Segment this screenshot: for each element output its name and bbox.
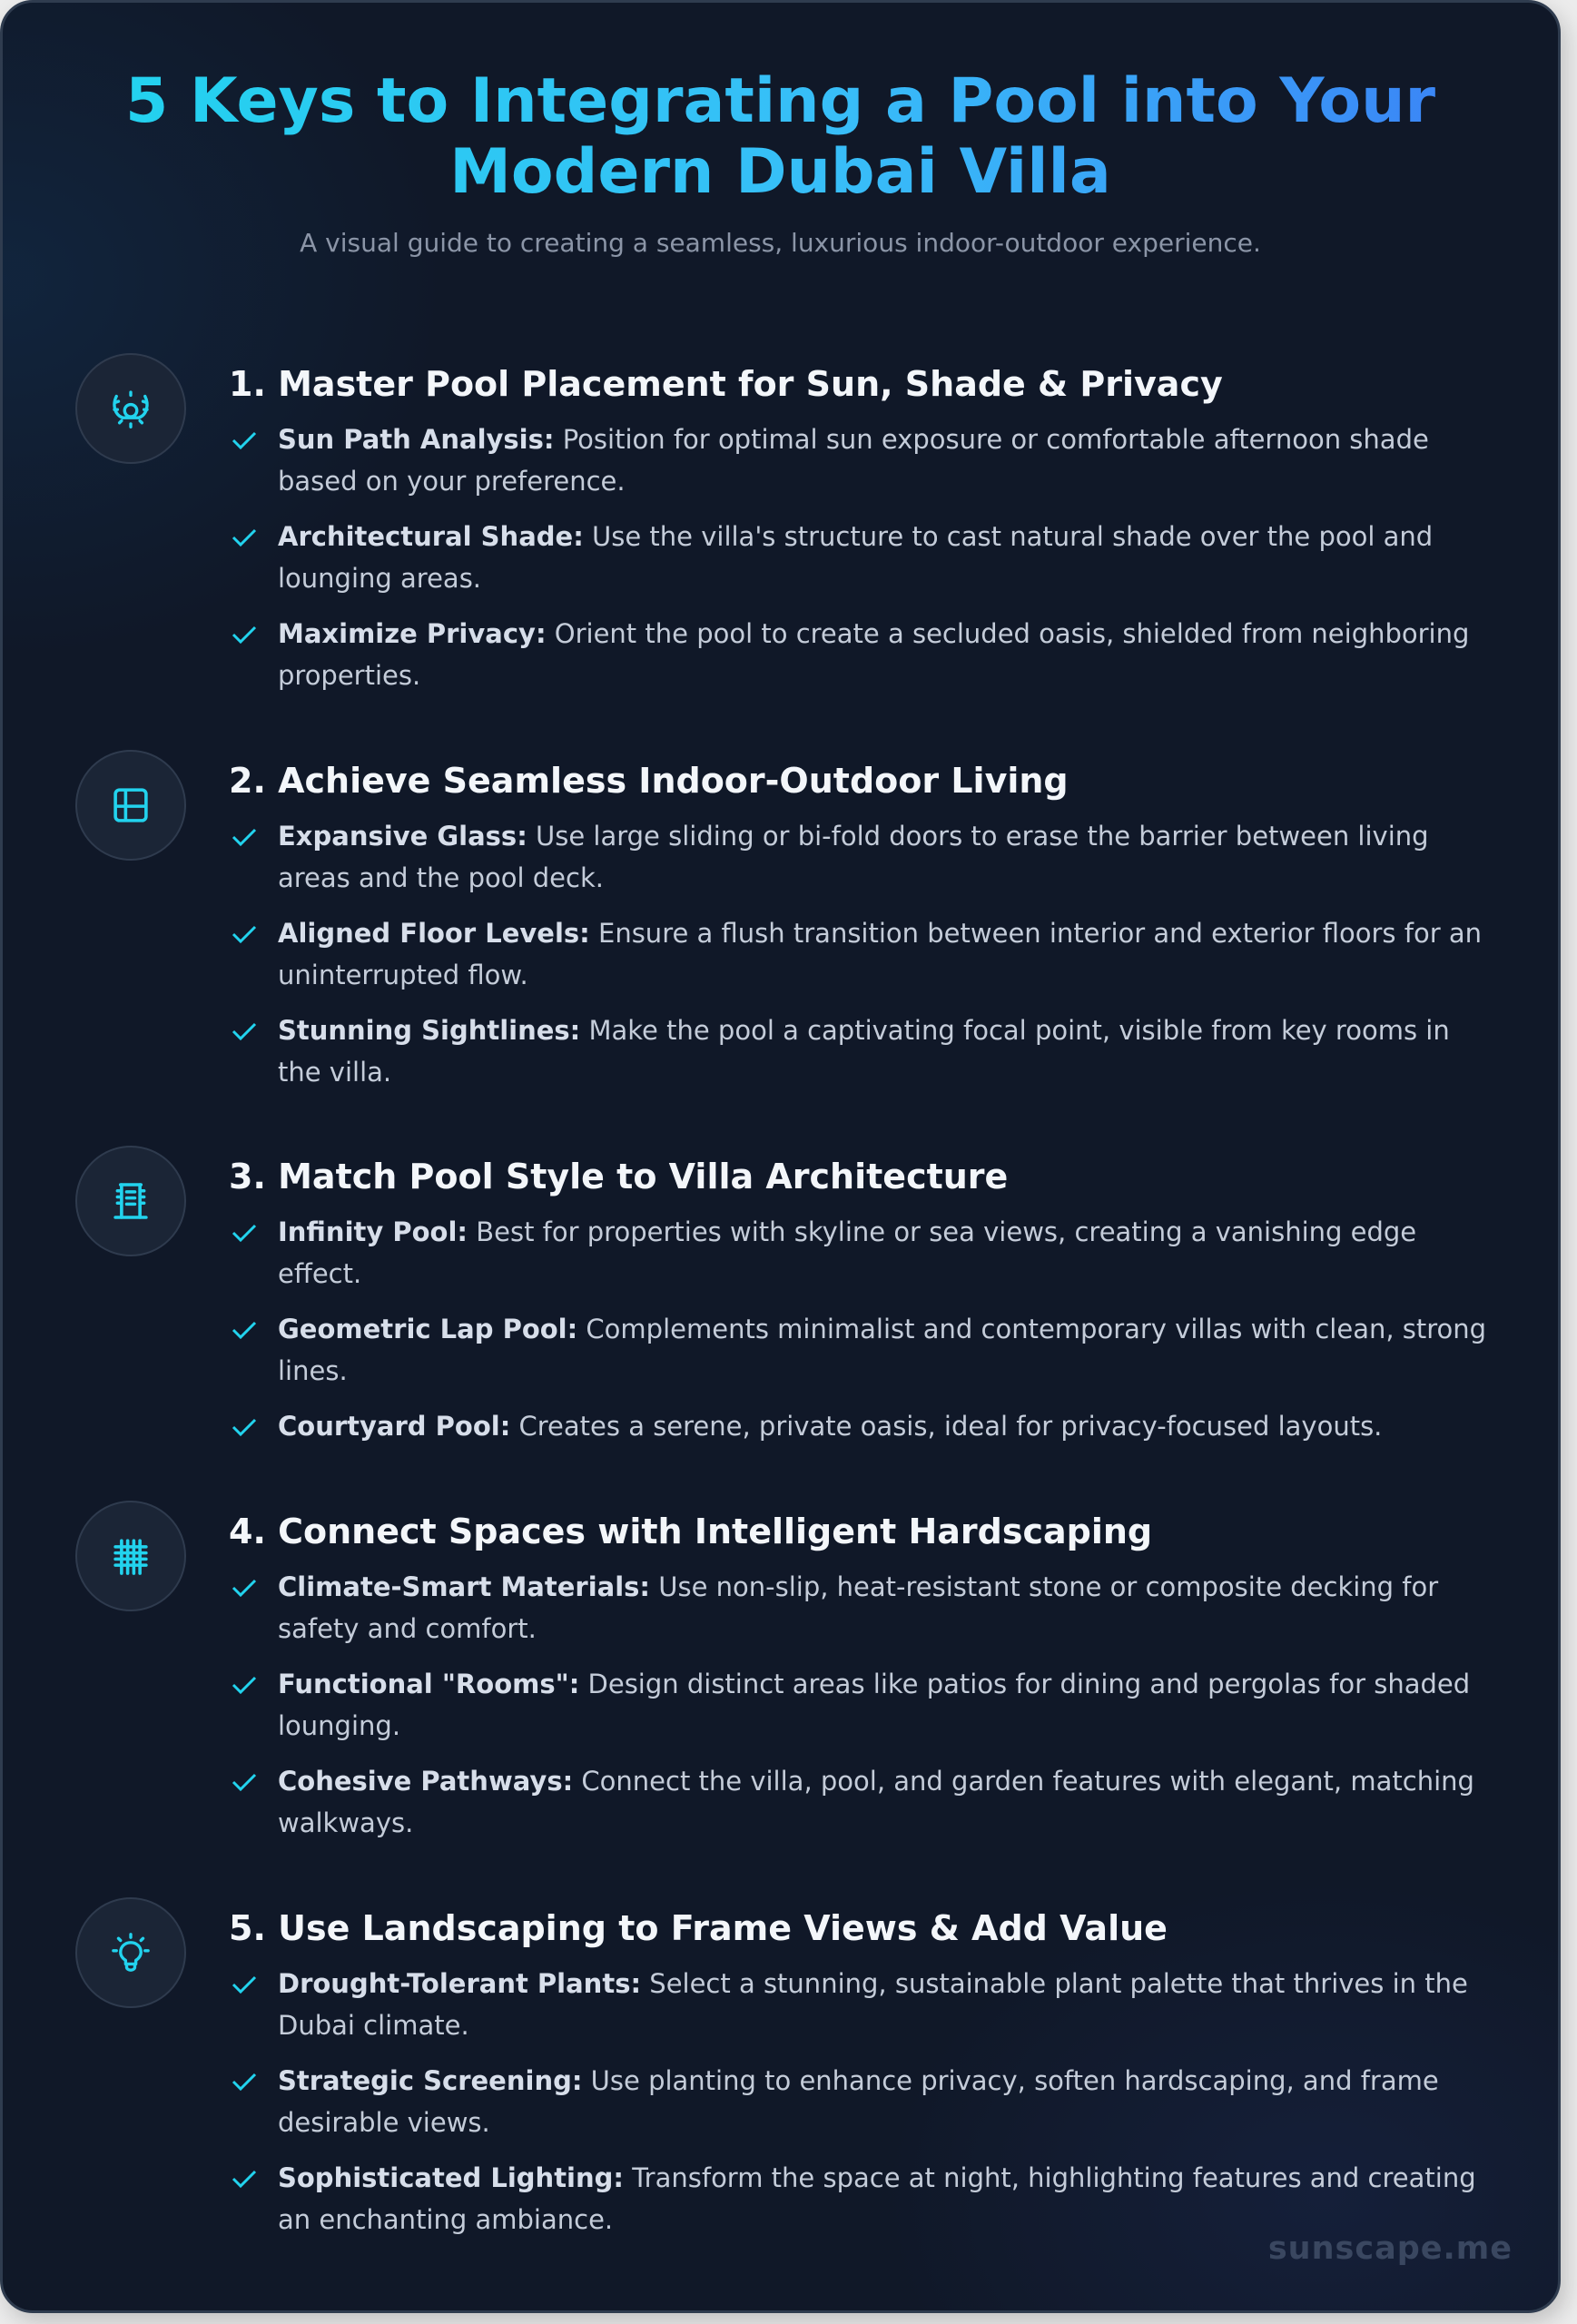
list-item: [229, 1963, 1500, 2046]
layout-icon: [106, 781, 155, 830]
check-icon: [231, 826, 258, 848]
item-label: Geometric Lap Pool:: [278, 1314, 578, 1344]
item-text: Use planting to enhance privacy, soften hardscaping, and frame desirable views.: [278, 2065, 1439, 2138]
checklist: [229, 1963, 1500, 2254]
item-label: Courtyard Pool:: [278, 1411, 511, 1442]
item-label: Architectural Shade:: [278, 521, 584, 552]
section-icon-container: [75, 1501, 186, 1611]
item-label: Functional "Rooms":: [278, 1669, 580, 1699]
item-text: Use the villa's structure to cast natural shade over the pool and lounging areas.: [278, 521, 1434, 594]
item-text: Creates a serene, private oasis, ideal for privacy-focused layouts.: [510, 1411, 1383, 1442]
section-icon-container: [75, 750, 186, 861]
checklist: [229, 419, 1500, 710]
list-item: [229, 1663, 1500, 1747]
item-text: Best for properties with skyline or sea views, creating a vanishing edge effect.: [278, 1216, 1417, 1289]
section-icon-container: [75, 1897, 186, 2008]
list-item: [229, 1009, 1500, 1093]
check-icon: [231, 1319, 258, 1341]
item-text: Position for optimal sun exposure or comfortable afternoon shade based on your preference.: [278, 424, 1429, 497]
list-item: [229, 613, 1500, 696]
list-item: [229, 1211, 1500, 1295]
check-icon: [231, 1020, 258, 1042]
check-icon: [231, 1771, 258, 1793]
watermark: sunscape.me: [1267, 2230, 1513, 2267]
item-text: Use non-slip, heat-resistant stone or composite decking for safety and comfort.: [278, 1571, 1439, 1644]
checklist: [229, 1566, 1500, 1857]
check-icon: [231, 527, 258, 548]
item-label: Sophisticated Lighting:: [278, 2162, 624, 2193]
item-label: Aligned Floor Levels:: [278, 918, 590, 949]
item-label: Climate-Smart Materials:: [278, 1571, 651, 1602]
list-item: [229, 516, 1500, 599]
item-label: Drought-Tolerant Plants:: [278, 1968, 642, 1999]
item-text: Orient the pool to create a secluded oasis, shielded from neighboring properties.: [278, 618, 1470, 691]
grid-icon: [106, 1531, 155, 1581]
check-icon: [231, 1674, 258, 1696]
building-icon: [106, 1177, 155, 1226]
item-label: Strategic Screening:: [278, 2065, 583, 2096]
check-icon: [231, 624, 258, 645]
check-icon: [231, 923, 258, 945]
check-icon: [231, 2168, 258, 2190]
item-text: Make the pool a captivating focal point, visible from key rooms in the villa.: [278, 1015, 1450, 1088]
check-icon: [231, 429, 258, 451]
item-text: Use large sliding or bi-fold doors to erase the barrier between living areas and the pool deck.: [278, 821, 1429, 893]
list-item: [229, 1308, 1500, 1392]
list-item: [229, 2157, 1500, 2240]
item-text: Design distinct areas like patios for dining and pergolas for shaded lounging.: [278, 1669, 1471, 1741]
list-item: [229, 815, 1500, 899]
checklist: [229, 815, 1500, 1107]
list-item: [229, 912, 1500, 996]
item-text: Complements minimalist and contemporary villas with clean, strong lines.: [278, 1314, 1487, 1386]
list-item: [229, 419, 1500, 502]
lightbulb-icon: [106, 1928, 155, 1977]
item-label: Maximize Privacy:: [278, 618, 547, 649]
section-title: 4. Connect Spaces with Intelligent Hardscaping: [229, 1512, 1153, 1551]
item-label: Infinity Pool:: [278, 1216, 468, 1247]
item-label: Stunning Sightlines:: [278, 1015, 581, 1046]
list-item: [229, 2060, 1500, 2143]
check-icon: [231, 1222, 258, 1244]
item-text: Transform the space at night, highlighting features and creating an enchanting ambiance.: [278, 2162, 1476, 2235]
check-icon: [231, 1416, 258, 1438]
section-title: 2. Achieve Seamless Indoor-Outdoor Living: [229, 761, 1069, 801]
item-text: Select a stunning, sustainable plant palette that thrives in the Dubai climate.: [278, 1968, 1468, 2041]
section-title: 3. Match Pool Style to Villa Architecture: [229, 1157, 1009, 1196]
item-label: Sun Path Analysis:: [278, 424, 555, 455]
section-title: 5. Use Landscaping to Frame Views & Add Value: [229, 1908, 1168, 1948]
check-icon: [231, 1974, 258, 1995]
list-item: [229, 1760, 1500, 1844]
section-title: 1. Master Pool Placement for Sun, Shade & Privacy: [229, 364, 1223, 404]
checklist: [229, 1211, 1500, 1461]
header: [3, 66, 1558, 258]
page-subtitle: A visual guide to creating a seamless, luxurious indoor-outdoor experience.: [300, 228, 1261, 258]
list-item: [229, 1566, 1500, 1649]
page-title: 5 Keys to Integrating a Pool into Your Modern Dubai Villa: [73, 66, 1489, 208]
sun-icon: [106, 384, 155, 433]
check-icon: [231, 1577, 258, 1599]
check-icon: [231, 2071, 258, 2093]
item-label: Cohesive Pathways:: [278, 1766, 574, 1797]
list-item: [229, 1405, 1500, 1447]
item-text: Connect the villa, pool, and garden features with elegant, matching walkways.: [278, 1766, 1474, 1838]
section-icon-container: [75, 353, 186, 464]
section-icon-container: [75, 1146, 186, 1256]
item-text: Ensure a flush transition between interior and exterior floors for an uninterrupted flow.: [278, 918, 1482, 990]
item-label: Expansive Glass:: [278, 821, 527, 852]
